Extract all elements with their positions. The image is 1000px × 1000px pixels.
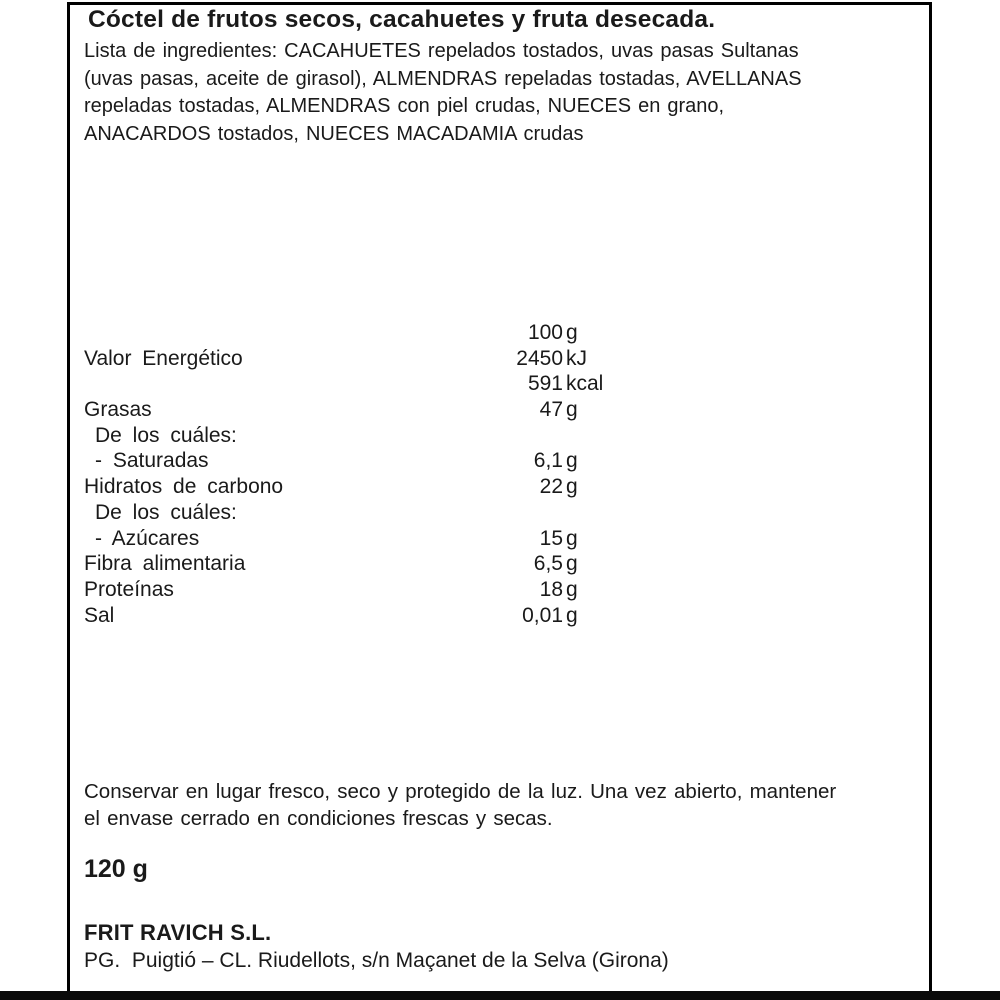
nutrition-value: 22 (539, 475, 563, 499)
nutrition-row-sugars (84, 526, 704, 552)
nutrition-column-header-unit: g (566, 321, 578, 344)
nutrition-unit (563, 500, 704, 526)
storage-line: el envase cerrado en condiciones frescas y secas. (84, 807, 553, 830)
nutrition-column-header-value: 100 (527, 321, 563, 344)
nutrition-row-salt (84, 603, 704, 629)
nutrition-header-row (84, 320, 704, 346)
nutrition-table (84, 320, 704, 628)
nutrition-label: Grasas (84, 398, 152, 422)
nutrition-unit: g (566, 475, 578, 499)
nutrition-row-fat (84, 397, 704, 423)
nutrition-row-protein (84, 577, 704, 603)
nutrition-label (84, 371, 420, 397)
nutrition-label (84, 320, 420, 346)
nutrition-value: 2450 (516, 346, 563, 370)
nutrition-unit: g (566, 603, 578, 627)
nutrition-row-of-which-carbs (84, 500, 704, 526)
nutrition-label: Hidratos de carbono (84, 475, 284, 499)
nutrition-row-fibre (84, 551, 704, 577)
nutrition-row-energy-kcal (84, 371, 704, 397)
ingredients-line: Lista de ingredientes: CACAHUETES repelados tostados, uvas pasas Sultanas (84, 40, 799, 62)
nutrition-unit (563, 423, 704, 449)
nutrition-unit: g (566, 449, 578, 473)
nutrition-value: 6,1 (533, 449, 563, 473)
nutrition-value: 0,01 (522, 603, 563, 627)
bottom-edge-bar (0, 991, 1000, 1000)
ingredients-line: repeladas tostadas, ALMENDRAS con piel crudas, NUECES en grano, (84, 95, 725, 117)
manufacturer-address: PG. Puigtió – CL. Riudellots, s/n Maçanet de la Selva (Girona) (84, 949, 669, 972)
nutrition-unit: kcal (566, 372, 604, 396)
ingredients-line: ANACARDOS tostados, NUECES MACADAMIA crudas (84, 122, 584, 145)
ingredients-line: (uvas pasas, aceite de girasol), ALMENDRAS repeladas tostadas, AVELLANAS (84, 67, 802, 90)
nutrition-label: Fibra alimentaria (84, 552, 246, 576)
nutrition-value: 18 (539, 577, 563, 601)
nutrition-row-saturates (84, 448, 704, 474)
nutrition-unit: kJ (566, 346, 587, 370)
nutrition-value: 47 (539, 398, 563, 422)
ingredients-text (84, 38, 802, 148)
nutrition-unit: g (566, 552, 578, 576)
manufacturer-name: FRIT RAVICH S.L. (84, 920, 272, 945)
storage-instructions (84, 778, 836, 832)
nutrition-label: - Azúcares (95, 526, 200, 550)
nutrition-value: 15 (539, 526, 563, 550)
nutrition-unit: g (566, 577, 578, 601)
nutrition-value (420, 423, 563, 449)
nutrition-label: - Saturadas (95, 449, 209, 473)
nutrition-label: Proteínas (84, 577, 174, 601)
label-border (67, 2, 932, 991)
nutrition-row-carbohydrate (84, 474, 704, 500)
nutrition-row-of-which-fat (84, 423, 704, 449)
nutrition-label: Valor Energético (84, 346, 243, 370)
nutrition-value: 591 (527, 372, 563, 396)
nutrition-value: 6,5 (533, 552, 563, 576)
nutrition-label: De los cuáles: (95, 423, 237, 447)
nutrition-label: Sal (84, 603, 115, 627)
nutrition-unit: g (566, 398, 578, 422)
nutrition-label: De los cuáles: (95, 500, 237, 524)
net-weight: 120 g (84, 855, 148, 883)
nutrition-row-energy-kj (84, 346, 704, 372)
product-title: Cóctel de frutos secos, cacahuetes y fruta desecada. (88, 6, 716, 33)
nutrition-unit: g (566, 526, 578, 550)
storage-line: Conservar en lugar fresco, seco y protegido de la luz. Una vez abierto, mantener (84, 780, 837, 803)
nutrition-value (420, 500, 563, 526)
